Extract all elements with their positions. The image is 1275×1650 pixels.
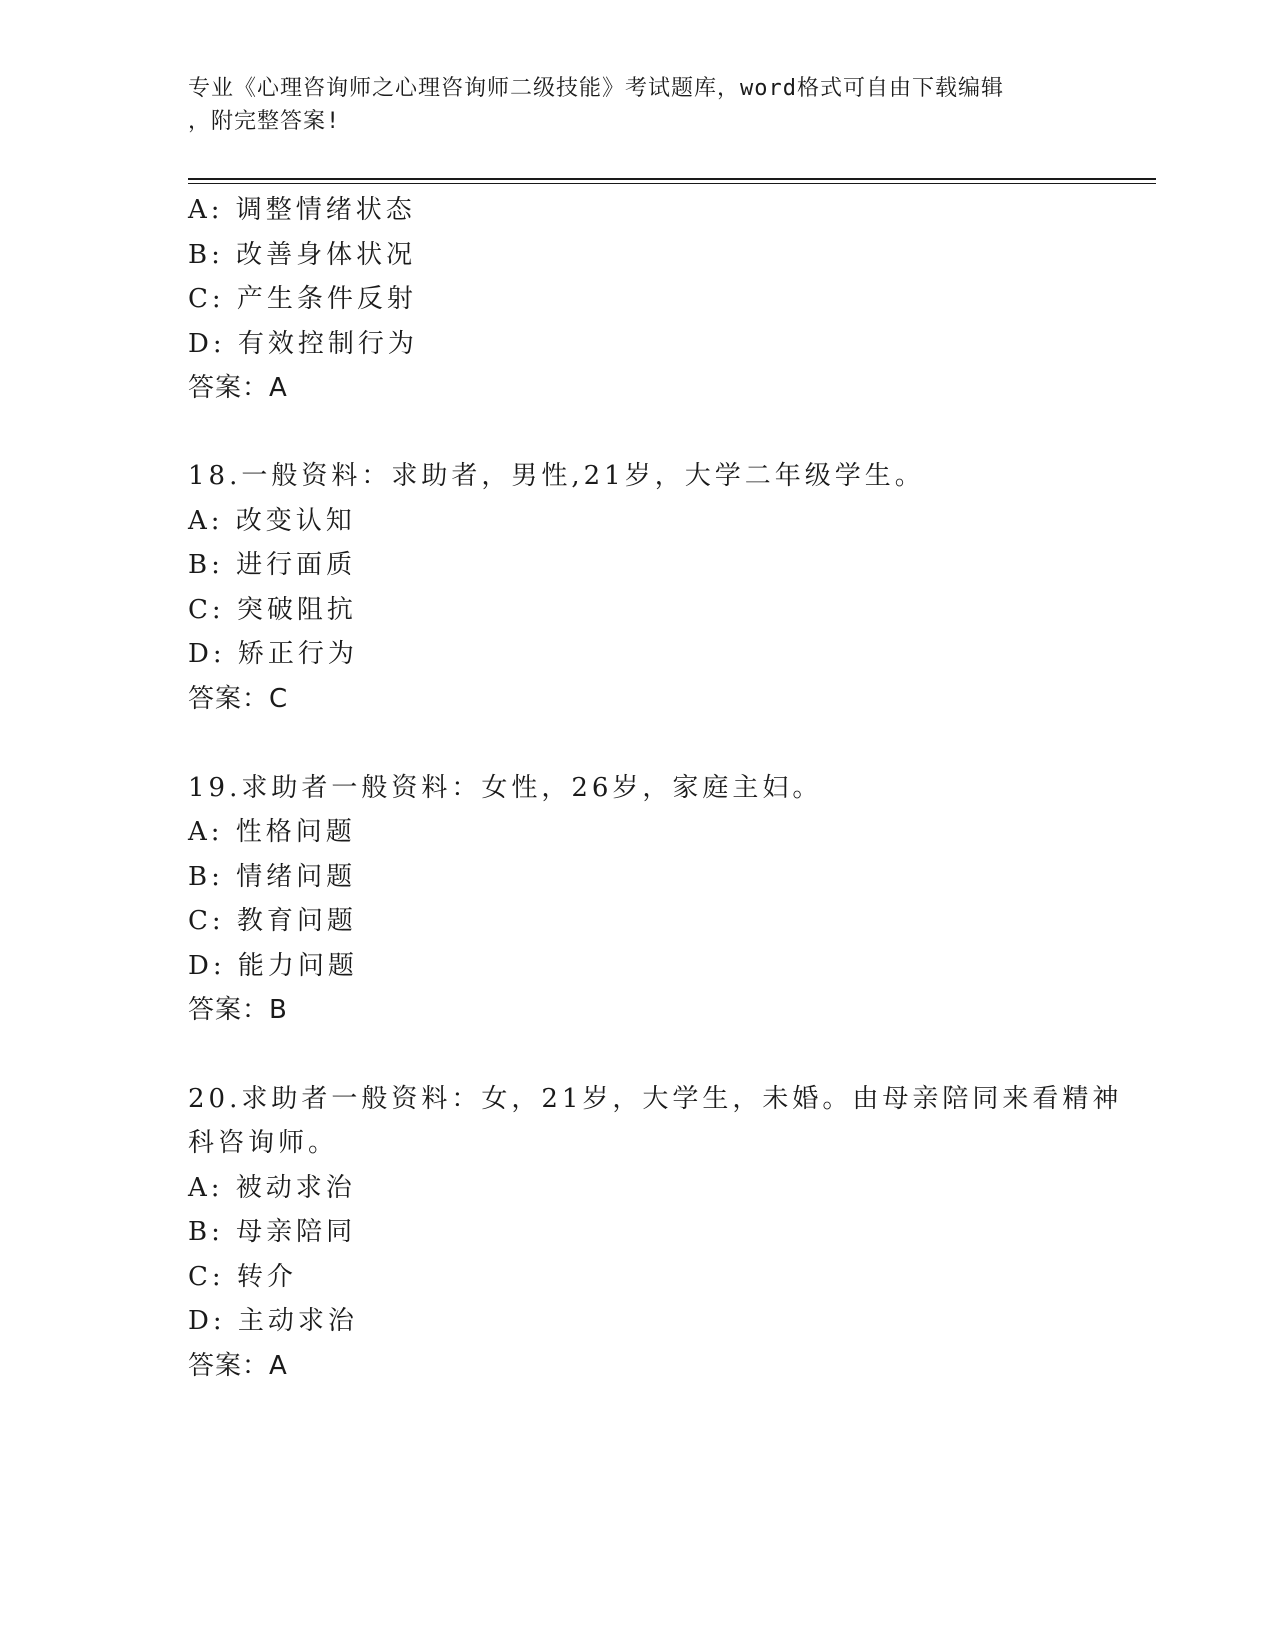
q19-answer: 答案：B <box>188 995 288 1025</box>
q17-answer: 答案：A <box>188 373 288 403</box>
q18-answer: 答案：C <box>188 684 289 714</box>
q20-question-line-2: 科咨询师。 <box>188 1128 339 1158</box>
q18-option-c: C: 突破阻抗 <box>188 595 357 625</box>
q18-option-d: D: 矫正行为 <box>188 639 358 669</box>
q19-option-d: D: 能力问题 <box>188 951 358 981</box>
q19-option-a: A: 性格问题 <box>188 817 356 847</box>
q19-option-c: C: 教育问题 <box>188 906 357 936</box>
header-divider-thick <box>188 178 1156 180</box>
document-header <box>188 72 1068 138</box>
q17-option-b: B: 改善身体状况 <box>188 240 417 270</box>
q19-question: 19.求助者一般资料：女性，26岁，家庭主妇。 <box>188 773 823 803</box>
q17-option-d: D: 有效控制行为 <box>188 329 418 359</box>
header-divider-thin <box>188 183 1156 184</box>
q20-answer: 答案：A <box>188 1351 288 1381</box>
header-line-1: 专业《心理咨询师之心理咨询师二级技能》考试题库，word格式可自由下载编辑 <box>188 76 1004 101</box>
q18-option-a: A: 改变认知 <box>188 506 356 536</box>
q18-question: 18.一般资料：求助者，男性,21岁，大学二年级学生。 <box>188 461 925 491</box>
q18-option-b: B: 进行面质 <box>188 550 357 580</box>
q20-question-line-1: 20.求助者一般资料：女，21岁，大学生，未婚。由母亲陪同来看精神 <box>188 1084 1123 1114</box>
q17-option-a: A: 调整情绪状态 <box>188 195 416 225</box>
q20-option-c: C: 转介 <box>188 1262 297 1292</box>
q20-option-a: A: 被动求治 <box>188 1173 356 1203</box>
q20-option-b: B: 母亲陪同 <box>188 1217 357 1247</box>
q17-option-c: C: 产生条件反射 <box>188 284 417 314</box>
q19-option-b: B: 情绪问题 <box>188 862 357 892</box>
header-line-2: ，附完整答案! <box>188 109 341 134</box>
q20-option-d: D: 主动求治 <box>188 1306 358 1336</box>
